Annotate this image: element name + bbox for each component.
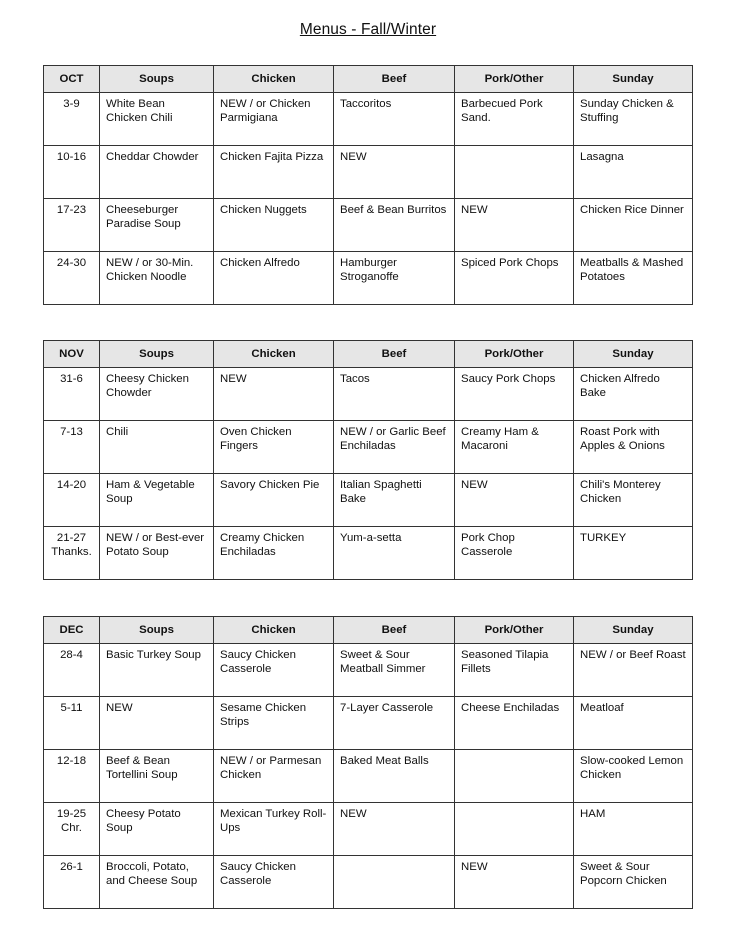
menu-cell: Savory Chicken Pie: [214, 474, 334, 527]
week-range: [44, 146, 100, 199]
table-row: [44, 252, 693, 305]
menu-cell: Basic Turkey Soup: [100, 644, 214, 697]
week-range-line: 31-6: [60, 373, 83, 385]
menu-cell: Taccoritos: [334, 93, 455, 146]
week-range: [44, 199, 100, 252]
week-range: [44, 856, 100, 909]
menu-cell: Chicken Alfredo Bake: [574, 368, 693, 421]
column-header: Beef: [334, 617, 455, 644]
menu-cell: Chicken Rice Dinner: [574, 199, 693, 252]
week-range: [44, 527, 100, 580]
week-range: [44, 644, 100, 697]
menu-cell: Broccoli, Potato, and Cheese Soup: [100, 856, 214, 909]
menu-cell: Roast Pork with Apples & Onions: [574, 421, 693, 474]
column-header: Sunday: [574, 66, 693, 93]
page-title: Menus - Fall/Winter: [299, 21, 437, 38]
menu-cell: Sweet & Sour Meatball Simmer: [334, 644, 455, 697]
menu-cell: Pork Chop Casserole: [455, 527, 574, 580]
table-row: [44, 697, 693, 750]
week-range: [44, 803, 100, 856]
menu-cell: Creamy Chicken Enchiladas: [214, 527, 334, 580]
week-range-line: Chr.: [61, 821, 82, 834]
menu-cell: Italian Spaghetti Bake: [334, 474, 455, 527]
menu-cell: Sweet & Sour Popcorn Chicken: [574, 856, 693, 909]
column-header: Pork/Other: [455, 66, 574, 93]
week-range-line: 26-1: [60, 861, 83, 873]
week-range-line: 12-18: [56, 755, 87, 767]
menu-cell: Hamburger Stroganoffe: [334, 252, 455, 305]
menu-cell: Creamy Ham & Macaroni: [455, 421, 574, 474]
week-range: [44, 750, 100, 803]
week-range-line: 7-13: [60, 426, 83, 438]
menu-cell: Meatloaf: [574, 697, 693, 750]
week-range-line: Thanks.: [51, 545, 92, 558]
week-range: [44, 368, 100, 421]
header-row: [44, 66, 693, 93]
menu-cell: Mexican Turkey Roll-Ups: [214, 803, 334, 856]
column-header: Soups: [100, 617, 214, 644]
week-range: [44, 474, 100, 527]
table-row: [44, 199, 693, 252]
header-row: [44, 341, 693, 368]
menu-cell: NEW: [455, 474, 574, 527]
week-range-line: 28-4: [60, 649, 83, 661]
menu-cell: NEW / or 30-Min. Chicken Noodle: [100, 252, 214, 305]
menu-cell: Baked Meat Balls: [334, 750, 455, 803]
menu-cell: [455, 146, 574, 199]
week-range: [44, 93, 100, 146]
menu-cell: Saucy Pork Chops: [455, 368, 574, 421]
menu-cell: Cheeseburger Paradise Soup: [100, 199, 214, 252]
menu-cell: Cheddar Chowder: [100, 146, 214, 199]
menu-cell: Oven Chicken Fingers: [214, 421, 334, 474]
menu-cell: NEW / or Garlic Beef Enchiladas: [334, 421, 455, 474]
menu-cell: Seasoned Tilapia Fillets: [455, 644, 574, 697]
menu-cell: Cheesy Potato Soup: [100, 803, 214, 856]
column-header: Soups: [100, 66, 214, 93]
menu-cell: Barbecued Pork Sand.: [455, 93, 574, 146]
menu-cell: Saucy Chicken Casserole: [214, 644, 334, 697]
week-range: [44, 252, 100, 305]
menu-cell: [455, 803, 574, 856]
table-row: [44, 527, 693, 580]
menu-cell: NEW: [455, 199, 574, 252]
menu-cell: Spiced Pork Chops: [455, 252, 574, 305]
column-header: Sunday: [574, 341, 693, 368]
month-header: NOV: [44, 341, 100, 368]
menu-cell: Chili's Monterey Chicken: [574, 474, 693, 527]
menu-cell: NEW: [334, 146, 455, 199]
menu-cell: Chicken Fajita Pizza: [214, 146, 334, 199]
menu-cell: [334, 856, 455, 909]
menu-cell: Beef & Bean Burritos: [334, 199, 455, 252]
table-row: [44, 93, 693, 146]
menu-cell: NEW / or Parmesan Chicken: [214, 750, 334, 803]
menu-cell: NEW / or Best-ever Potato Soup: [100, 527, 214, 580]
week-range-line: 21-27: [56, 532, 87, 544]
week-range: [44, 421, 100, 474]
menu-cell: 7-Layer Casserole: [334, 697, 455, 750]
menu-cell: NEW / or Chicken Parmigiana: [214, 93, 334, 146]
header-row: [44, 617, 693, 644]
table-row: [44, 474, 693, 527]
table-row: [44, 421, 693, 474]
week-range-line: 10-16: [56, 151, 87, 163]
menu-cell: Meatballs & Mashed Potatoes: [574, 252, 693, 305]
table-row: [44, 146, 693, 199]
menu-cell: Slow-cooked Lemon Chicken: [574, 750, 693, 803]
menu-cell: Cheese Enchiladas: [455, 697, 574, 750]
column-header: Sunday: [574, 617, 693, 644]
menu-cell: HAM: [574, 803, 693, 856]
month-header: DEC: [44, 617, 100, 644]
menu-cell: Tacos: [334, 368, 455, 421]
table-row: [44, 644, 693, 697]
column-header: Pork/Other: [455, 341, 574, 368]
menu-table-oct: [43, 65, 693, 305]
menu-table-nov: [43, 340, 693, 580]
column-header: Chicken: [214, 66, 334, 93]
column-header: Pork/Other: [455, 617, 574, 644]
column-header: Beef: [334, 66, 455, 93]
menu-table-dec: [43, 616, 693, 909]
table-row: [44, 803, 693, 856]
week-range-line: 3-9: [63, 98, 80, 110]
table-row: [44, 750, 693, 803]
menu-cell: Lasagna: [574, 146, 693, 199]
menu-cell: Ham & Vegetable Soup: [100, 474, 214, 527]
menu-cell: Sunday Chicken & Stuffing: [574, 93, 693, 146]
table-row: [44, 368, 693, 421]
menu-cell: NEW: [100, 697, 214, 750]
menu-cell: Chicken Alfredo: [214, 252, 334, 305]
column-header: Chicken: [214, 341, 334, 368]
menu-cell: NEW: [334, 803, 455, 856]
week-range-line: 5-11: [60, 702, 83, 714]
menu-cell: Sesame Chicken Strips: [214, 697, 334, 750]
menu-cell: Yum-a-setta: [334, 527, 455, 580]
table-row: [44, 856, 693, 909]
menu-cell: [455, 750, 574, 803]
menu-cell: Beef & Bean Tortellini Soup: [100, 750, 214, 803]
menu-cell: Saucy Chicken Casserole: [214, 856, 334, 909]
menu-cell: Chicken Nuggets: [214, 199, 334, 252]
week-range-line: 19-25: [56, 808, 87, 820]
menu-cell: NEW / or Beef Roast: [574, 644, 693, 697]
menu-cell: NEW: [455, 856, 574, 909]
menu-cell: Chili: [100, 421, 214, 474]
menu-cell: White Bean Chicken Chili: [100, 93, 214, 146]
column-header: Beef: [334, 341, 455, 368]
column-header: Chicken: [214, 617, 334, 644]
menu-cell: Cheesy Chicken Chowder: [100, 368, 214, 421]
week-range-line: 24-30: [56, 257, 87, 269]
week-range-line: 17-23: [56, 204, 87, 216]
week-range: [44, 697, 100, 750]
column-header: Soups: [100, 341, 214, 368]
week-range-line: 14-20: [56, 479, 87, 491]
menu-cell: TURKEY: [574, 527, 693, 580]
month-header: OCT: [44, 66, 100, 93]
menu-cell: NEW: [214, 368, 334, 421]
